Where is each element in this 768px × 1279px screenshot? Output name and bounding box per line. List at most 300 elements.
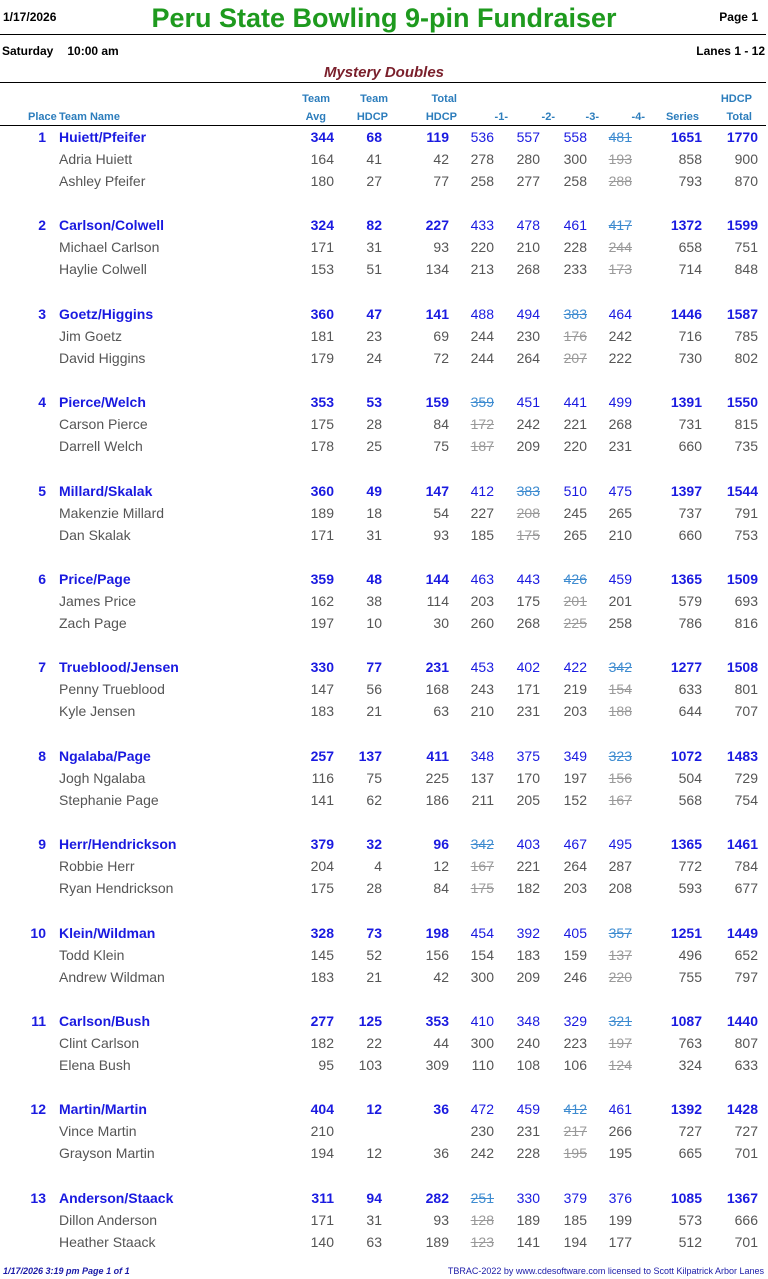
report-title: Peru State Bowling 9-pin Fundraiser [151,3,617,33]
game-score: 405 [563,924,587,941]
bowler-row [0,1120,768,1142]
dropped-game-score: 167 [608,791,632,808]
total-handicap: 36 [433,1145,449,1162]
dropped-game-score: 417 [608,217,632,234]
game-score: 478 [516,217,540,234]
series-total: 324 [678,1057,702,1073]
session-time: 10:00 am [67,44,119,58]
dropped-game-score: 156 [608,769,632,786]
game-score: 152 [563,791,587,808]
footer-right: TBRAC-2022 by www.cdesoftware.com licensed to Scott Kilpatrick Arbor Lanes [447,1266,764,1276]
total-handicap: 75 [433,438,449,455]
handicap: 48 [366,571,382,587]
handicap: 21 [366,968,382,985]
series-total: 579 [678,593,702,609]
handicap-total: 652 [734,946,758,963]
bowler-row [0,789,768,811]
game-score: 268 [516,261,540,278]
place-number: 3 [38,305,46,322]
dropped-game-score: 321 [608,1013,632,1029]
handicap-total: 1440 [726,1013,758,1029]
place-number: 2 [38,217,46,234]
game-score: 205 [516,791,540,808]
game-score: 264 [516,349,540,366]
game-score: 265 [563,526,587,543]
team-row [0,568,768,590]
handicap: 31 [366,239,382,256]
game-score: 189 [516,1211,540,1228]
handicap-total: 900 [734,151,758,167]
handicap: 103 [358,1057,382,1073]
game-score: 213 [470,261,494,278]
total-handicap: 44 [433,1035,449,1051]
team-name: Klein/Wildman [59,924,156,941]
bowler-row [0,325,768,347]
game-score: 211 [471,791,494,808]
bowler-row [0,767,768,789]
total-handicap: 411 [426,747,449,764]
handicap: 23 [366,327,382,344]
game-score: 277 [516,173,540,189]
total-handicap: 227 [425,217,449,234]
session-day: Saturday [2,44,54,58]
col-series: Series [665,111,699,123]
game-score: 227 [470,504,494,521]
bowler-name: Vince Martin [59,1123,137,1140]
average: 153 [310,261,334,278]
bowler-name: Adria Huiett [59,151,133,167]
total-handicap: 93 [433,239,449,256]
handicap: 12 [366,1145,382,1162]
handicap-total: 1550 [726,394,758,411]
team-name: Trueblood/Jensen [59,659,179,676]
average: 311 [311,1189,334,1206]
bowler-row [0,435,768,457]
total-handicap: 186 [425,791,449,808]
series-total: 1446 [670,305,702,322]
place-number: 6 [38,571,46,587]
bowler-row [0,148,768,170]
game-score: 464 [608,305,632,322]
game-score: 422 [563,659,587,676]
average: 353 [310,394,334,411]
game-score: 375 [516,747,540,764]
dropped-game-score: 383 [563,305,587,322]
total-handicap: 72 [433,349,449,366]
dropped-game-score: 251 [470,1189,494,1206]
game-score: 209 [516,968,540,985]
total-handicap: 114 [426,593,449,609]
series-total: 730 [678,349,702,366]
place-number: 7 [38,659,46,676]
handicap: 22 [366,1035,382,1051]
section-title: Mystery Doubles [323,64,445,81]
game-score: 475 [608,482,632,499]
game-score: 233 [563,261,587,278]
total-handicap: 198 [425,924,449,941]
total-handicap: 159 [425,394,449,411]
game-score: 242 [608,327,632,344]
series-total: 1372 [670,217,702,234]
total-handicap: 54 [433,504,449,521]
handicap: 75 [366,769,382,786]
game-score: 510 [563,482,587,499]
bowler-name: Heather Staack [59,1233,156,1250]
bowler-row [0,966,768,988]
lanes-info: Lanes 1 - 12 [696,44,765,58]
game-score: 230 [470,1123,494,1140]
bowler-row [0,236,768,258]
handicap-total: 754 [734,791,758,808]
total-handicap: 353 [425,1013,449,1029]
game-score: 246 [563,968,587,985]
game-score: 177 [608,1233,632,1250]
series-total: 633 [678,681,702,698]
game-score: 300 [470,968,494,985]
dropped-game-score: 208 [516,504,540,521]
handicap-total: 1587 [726,305,758,322]
average: 379 [310,836,334,853]
handicap: 51 [366,261,382,278]
bowler-name: Michael Carlson [59,239,160,256]
team-name: Pierce/Welch [59,394,146,411]
handicap-total: 1508 [726,659,758,676]
dropped-game-score: 197 [608,1035,632,1051]
game-score: 467 [563,836,587,853]
bowler-name: Todd Klein [59,946,125,963]
game-score: 185 [470,526,494,543]
game-score: 558 [563,129,587,145]
bowler-name: Darrell Welch [59,438,143,455]
handicap: 41 [366,151,382,167]
total-handicap: 93 [433,1211,449,1228]
game-score: 210 [470,703,494,720]
handicap-total: 751 [734,239,758,256]
total-handicap: 30 [433,615,449,631]
game-score: 110 [471,1057,494,1073]
game-score: 210 [608,526,632,543]
series-total: 1277 [670,659,702,676]
total-handicap: 156 [425,946,449,963]
average: 171 [310,239,334,256]
game-score: 175 [516,593,540,609]
game-score: 221 [563,416,587,433]
team-name: Ngalaba/Page [59,747,151,764]
average: 328 [310,924,334,941]
place-number: 10 [30,924,46,941]
dropped-game-score: 426 [563,571,587,587]
col-game-3: -3- [585,111,599,123]
game-score: 242 [470,1145,494,1162]
bowler-row [0,612,768,634]
place-number: 5 [38,482,46,499]
game-score: 228 [563,239,587,256]
dropped-game-score: 357 [608,924,632,941]
average: 171 [310,1211,334,1228]
game-score: 258 [563,173,587,189]
handicap-total: 1483 [726,747,758,764]
col-total-hdcp-1: Total [431,93,457,105]
header-rule [0,34,766,35]
dropped-game-score: 176 [563,327,587,344]
game-score: 557 [516,129,540,145]
game-score: 221 [516,858,540,875]
game-score: 461 [563,217,587,234]
handicap: 68 [366,129,382,145]
dropped-game-score: 175 [516,526,540,543]
handicap: 12 [366,1101,382,1118]
handicap: 24 [366,349,382,366]
bowler-row [0,347,768,369]
col-team-avg-2: Avg [305,111,326,123]
team-name: Anderson/Staack [59,1189,174,1206]
team-name: Goetz/Higgins [59,305,154,322]
page-number: Page 1 [719,10,758,24]
game-score: 461 [608,1101,632,1118]
series-total: 786 [678,615,702,631]
handicap: 10 [366,615,382,631]
series-total: 727 [678,1123,702,1140]
game-score: 141 [516,1233,540,1250]
game-score: 459 [608,571,632,587]
game-score: 278 [470,151,494,167]
game-score: 287 [608,858,632,875]
game-score: 201 [608,593,632,609]
place-number: 12 [30,1101,46,1118]
game-score: 231 [608,438,632,455]
game-score: 403 [516,836,540,853]
handicap-total: 1599 [726,217,758,234]
series-total: 1085 [670,1189,702,1206]
game-score: 348 [516,1013,540,1029]
series-total: 504 [678,769,702,786]
game-score: 402 [516,659,540,676]
bowler-name: Haylie Colwell [59,261,147,278]
handicap: 47 [366,305,382,322]
total-handicap: 225 [425,769,449,786]
game-score: 463 [470,571,494,587]
handicap-total: 1367 [726,1189,758,1206]
total-handicap: 96 [433,836,449,853]
team-row [0,1187,768,1209]
average: 189 [310,504,334,521]
team-row [0,922,768,944]
game-score: 280 [516,151,540,167]
game-score: 199 [608,1211,632,1228]
average: 140 [310,1233,334,1250]
bowler-name: Kyle Jensen [59,703,136,720]
average: 116 [311,769,334,786]
total-handicap: 12 [433,858,449,875]
bowler-row [0,524,768,546]
average: 145 [310,946,334,963]
col-hdcp-total-2: Total [726,111,752,123]
team-row [0,126,768,148]
bowler-name: Carson Pierce [59,416,148,433]
total-handicap: 63 [433,703,449,720]
game-score: 258 [470,173,494,189]
game-score: 203 [563,880,587,897]
game-score: 499 [608,394,632,411]
handicap-total: 1509 [726,571,758,587]
handicap: 73 [366,924,382,941]
bowler-name: David Higgins [59,349,146,366]
bowler-name: Stephanie Page [59,791,159,808]
dropped-game-score: 173 [608,261,632,278]
average: 178 [310,438,334,455]
average: 175 [310,416,334,433]
handicap: 49 [366,482,382,499]
handicap-total: 870 [734,173,758,189]
dropped-game-score: 481 [608,129,632,145]
series-total: 716 [678,327,702,344]
handicap-total: 693 [734,593,758,609]
average: 404 [310,1101,334,1118]
game-score: 329 [563,1013,587,1029]
series-total: 1392 [670,1101,702,1118]
dropped-game-score: 207 [563,349,587,366]
game-score: 231 [516,703,540,720]
total-handicap: 42 [433,968,449,985]
series-total: 512 [678,1233,702,1250]
handicap-total: 807 [734,1035,758,1051]
game-score: 300 [563,151,587,167]
handicap: 25 [366,438,382,455]
series-total: 568 [678,791,702,808]
handicap-total: 791 [734,504,758,521]
game-score: 154 [470,946,494,963]
average: 182 [310,1035,334,1051]
total-handicap: 36 [433,1101,449,1118]
col-team-name: Team Name [59,111,120,123]
bowler-row [0,700,768,722]
handicap: 77 [366,659,382,676]
handicap-total: 1461 [726,836,758,853]
session-info [2,44,119,58]
bowler-row [0,678,768,700]
bowler-name: Makenzie Millard [59,504,165,521]
total-handicap: 93 [433,526,449,543]
game-score: 266 [608,1123,632,1140]
dropped-game-score: 220 [608,968,632,985]
handicap-total: 707 [734,703,758,720]
average: 324 [310,217,334,234]
average: 194 [310,1145,334,1162]
handicap-total: 815 [734,416,758,433]
dropped-game-score: 288 [608,173,632,189]
handicap-total: 801 [734,681,758,698]
game-score: 230 [516,327,540,344]
total-handicap: 141 [425,305,449,322]
game-score: 203 [470,593,494,609]
total-handicap: 134 [425,261,449,278]
game-score: 194 [563,1233,587,1250]
bowler-row [0,590,768,612]
handicap-total: 1428 [726,1101,758,1118]
handicap: 32 [366,836,382,853]
game-score: 159 [563,946,587,963]
dropped-game-score: 128 [470,1211,494,1228]
handicap: 53 [366,394,382,411]
series-total: 658 [678,239,702,256]
handicap-total: 848 [734,261,758,278]
place-number: 11 [31,1013,46,1029]
handicap: 31 [366,526,382,543]
game-score: 258 [608,615,632,631]
bowler-row [0,1032,768,1054]
game-score: 410 [470,1013,494,1029]
place-number: 13 [30,1189,46,1206]
game-score: 183 [516,946,540,963]
total-handicap: 189 [425,1233,449,1250]
team-name: Herr/Hendrickson [59,836,177,853]
game-score: 223 [563,1035,587,1051]
game-score: 182 [516,880,540,897]
total-handicap: 84 [433,880,449,897]
game-score: 433 [470,217,494,234]
bowler-name: Zach Page [59,615,127,631]
bowler-name: Elena Bush [59,1057,131,1073]
bowler-name: James Price [59,593,137,609]
dropped-game-score: 137 [608,946,632,963]
average: 360 [310,305,334,322]
game-score: 228 [516,1145,540,1162]
handicap: 63 [366,1233,382,1250]
bowler-name: Ashley Pfeifer [59,173,146,189]
average: 162 [310,593,334,609]
bowler-name: Jim Goetz [59,327,123,344]
total-handicap: 309 [425,1057,449,1073]
game-score: 412 [470,482,494,499]
average: 360 [310,482,334,499]
series-total: 731 [678,416,702,433]
average: 330 [310,659,334,676]
bowler-name: Ryan Hendrickson [59,880,174,897]
bowler-name: Dillon Anderson [59,1211,158,1228]
game-score: 441 [563,394,587,411]
bowler-row [0,855,768,877]
place-number: 1 [38,129,46,145]
game-score: 208 [608,880,632,897]
team-row [0,1010,768,1032]
series-total: 763 [678,1035,702,1051]
total-handicap: 144 [425,571,449,587]
average: 180 [310,173,334,189]
series-total: 1391 [670,394,702,411]
series-total: 1072 [670,747,702,764]
handicap: 94 [366,1189,382,1206]
game-score: 300 [470,1035,494,1051]
average: 183 [310,968,334,985]
game-score: 376 [608,1189,632,1206]
handicap-total: 701 [734,1233,758,1250]
handicap-total: 729 [734,769,758,786]
team-name: Price/Page [59,571,131,587]
dropped-game-score: 359 [470,394,494,411]
average: 141 [310,791,334,808]
game-score: 453 [470,659,494,676]
game-score: 268 [516,615,540,631]
handicap-total: 1544 [726,482,758,499]
game-score: 392 [516,924,540,941]
game-score: 495 [608,836,632,853]
game-score: 244 [470,327,494,344]
series-total: 593 [678,880,702,897]
dropped-game-score: 175 [470,880,494,897]
series-total: 644 [678,703,702,720]
place-number: 4 [38,394,46,411]
team-row [0,833,768,855]
